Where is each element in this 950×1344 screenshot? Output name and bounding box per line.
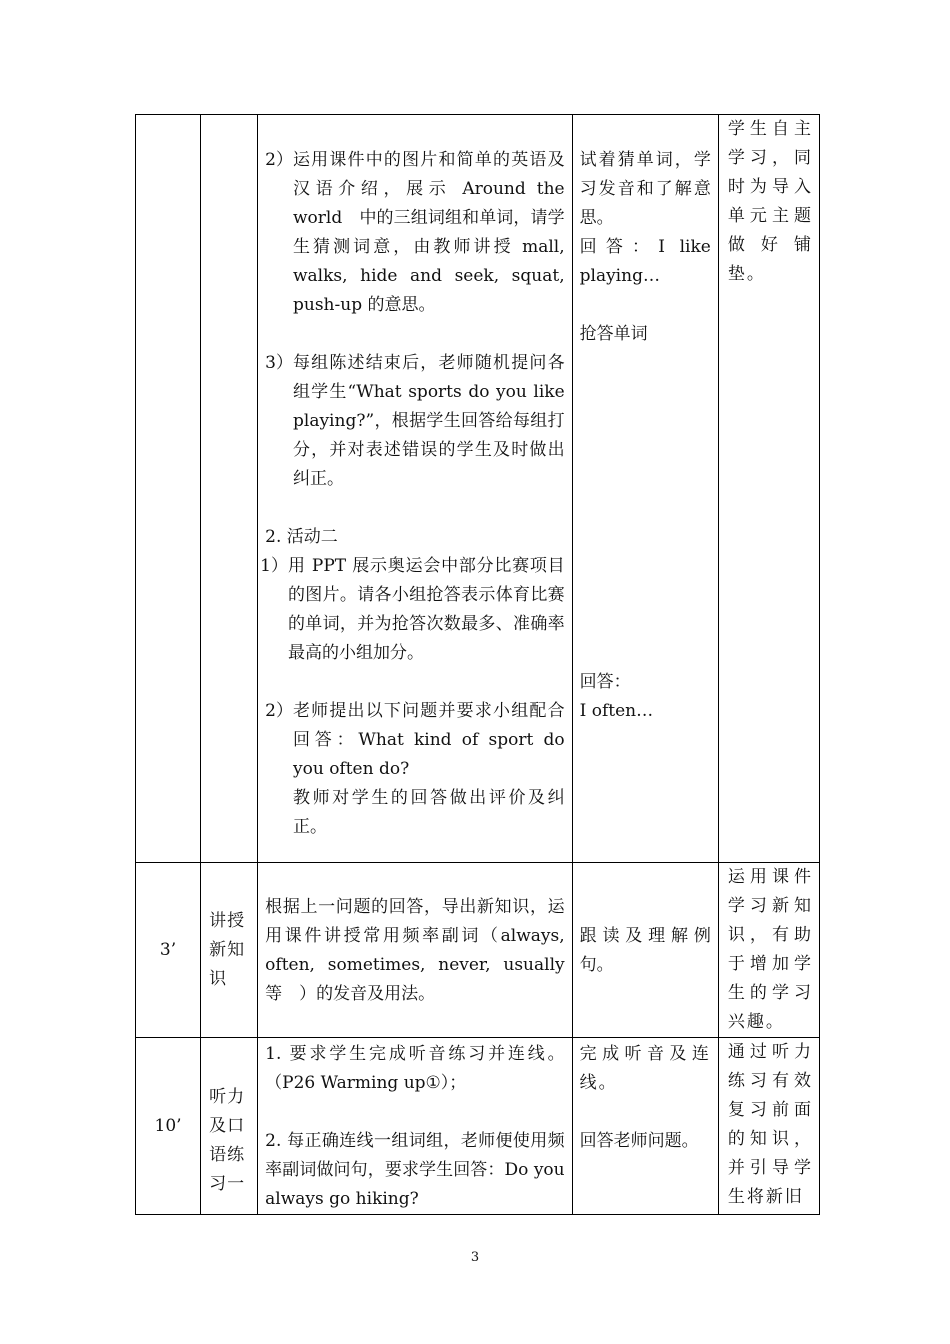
teacher-step: 3） 每组陈述结束后，老师随机提问各组学生“What sports do you like playing?”，根据学生回答给每组打分，并对表述错误的学生及时做出纠正。 [265, 353, 565, 489]
lesson-plan-table [135, 114, 820, 1215]
purpose-cell [718, 863, 819, 1038]
table-row [136, 863, 820, 1038]
student-response: 完成听音及连线。 [579, 1044, 711, 1093]
student-response: 试着猜单词，学习发音和了解意思。 [579, 150, 711, 228]
page-number: 3 [470, 1250, 480, 1265]
purpose-text: 通过听力练习有效复习前面的知识，并引导学生将新旧 [727, 1042, 813, 1207]
activity-title: 2. 活动二 [265, 527, 338, 547]
student-response: 抢答单词 [579, 324, 648, 344]
purpose-cell [718, 115, 819, 863]
teacher-text: 1. 要求学生完成听音练习并连线。（P26 Warming up①）； [265, 1044, 565, 1093]
teacher-activity-cell [258, 115, 572, 863]
purpose-text: 学生自主学习，同时为导入单元主题做好铺垫。 [727, 119, 813, 284]
student-response: 跟读及理解例句。 [579, 926, 711, 975]
teacher-activity-cell [258, 1038, 572, 1215]
teacher-step: 2） 运用课件中的图片和简单的英语及汉语介绍，展示 Around the world 中的三组词组和单词，请学生猜测词意，由教师讲授 mall, walks, hide and seek, squat, push-up 的意思。 [265, 150, 565, 315]
stage-cell: 讲授新知识 [201, 863, 258, 1038]
student-activity-cell [572, 1038, 718, 1215]
student-response: I often… [579, 701, 654, 721]
stage-cell [201, 115, 258, 863]
teacher-text: 根据上一问题的回答，导出新知识，运用课件讲授常用频率副词（always, often, sometimes, never, usually 等 ）的发音及用法。 [265, 897, 565, 1004]
time-cell [136, 115, 201, 863]
student-activity-cell [572, 863, 718, 1038]
time-cell: 10’ [136, 1038, 201, 1215]
table-row [136, 115, 820, 863]
purpose-text: 运用课件学习新知识，有助于增加学生的学习兴趣。 [727, 867, 813, 1032]
teacher-activity-cell [258, 863, 572, 1038]
teacher-step: 1） 用 PPT 展示奥运会中部分比赛项目的图片。请各小组抢答表示体育比赛的单词，并为抢答次数最多、准确率最高的小组加分。 [260, 556, 565, 663]
student-response: 回答： [579, 672, 631, 692]
student-activity-cell [572, 115, 718, 863]
teacher-text: 2. 每正确连线一组词组，老师便使用频率副词做问句，要求学生回答：Do you always go hiking? [265, 1131, 565, 1209]
stage-cell: 听力及口语练习一 [201, 1038, 258, 1215]
purpose-cell [718, 1038, 819, 1215]
teacher-step: 2） 老师提出以下问题并要求小组配合回答：What kind of sport do you often do? 教师对学生的回答做出评价及纠正。 [265, 701, 565, 837]
student-response: 回答老师问题。 [579, 1131, 699, 1151]
student-response: 回答：I like playing… [579, 237, 711, 286]
time-cell: 3’ [136, 863, 201, 1038]
table-row [136, 1038, 820, 1215]
